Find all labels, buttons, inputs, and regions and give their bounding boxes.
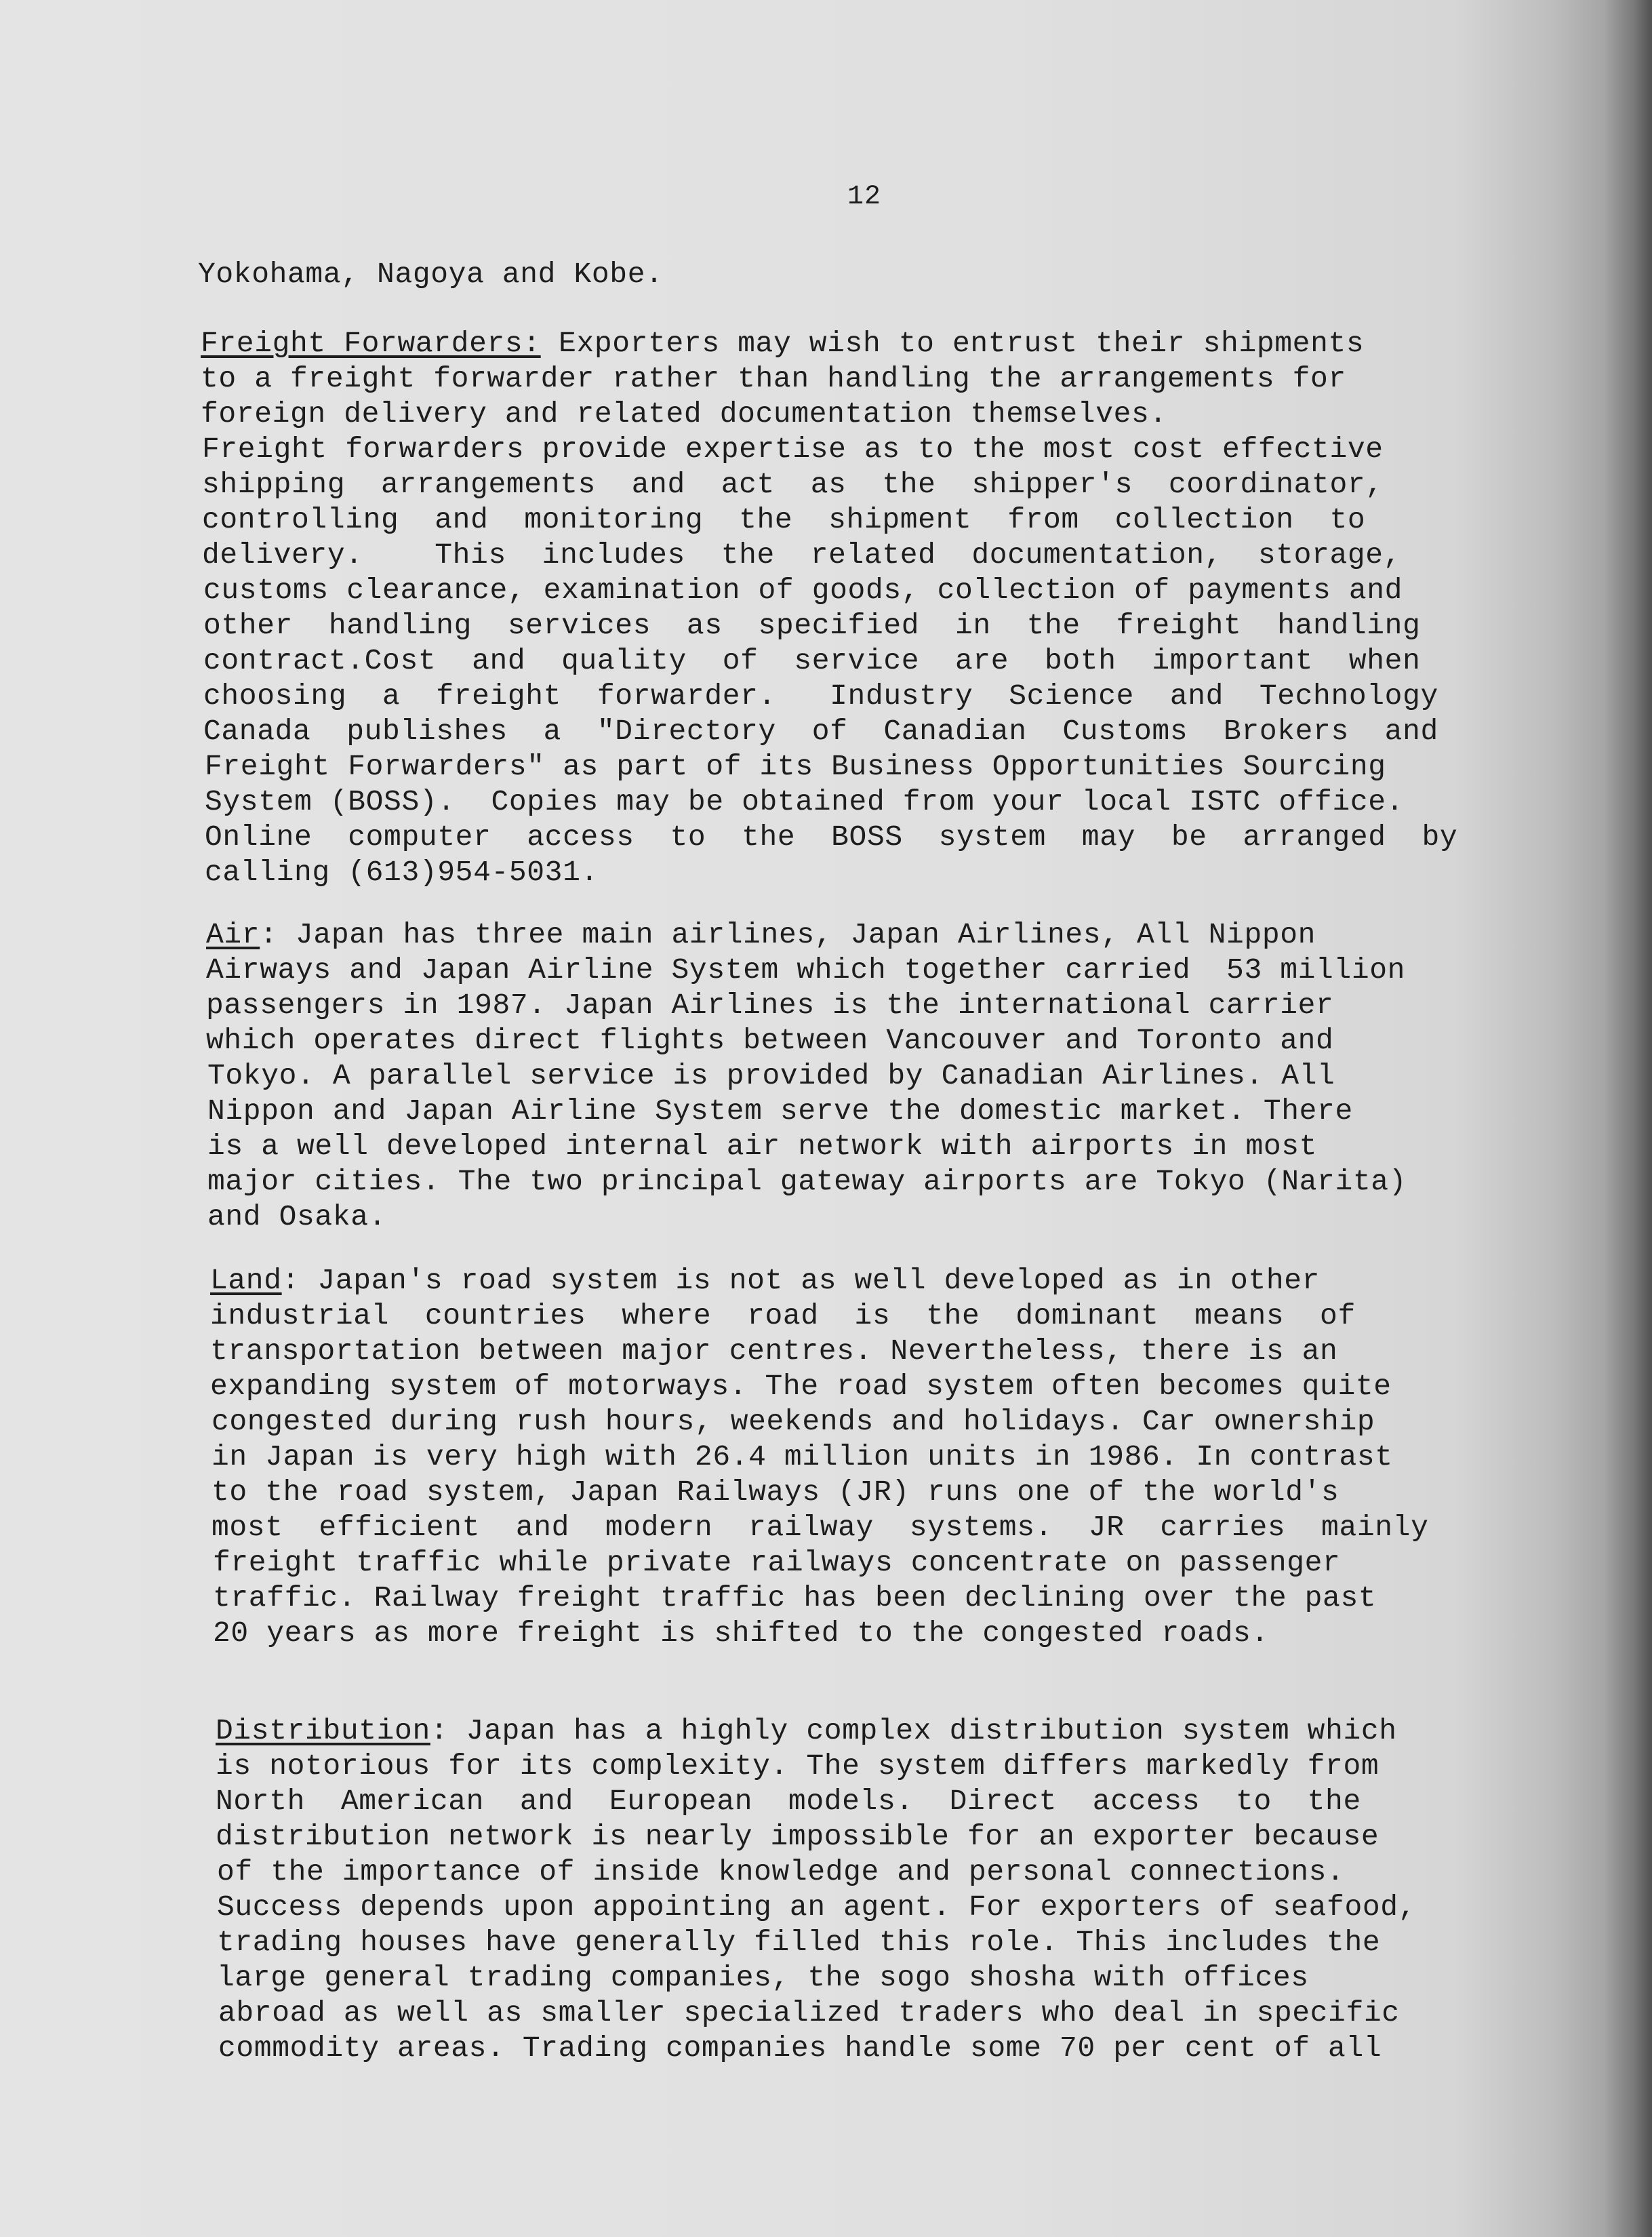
text-line: is notorious for its complexity. The system differs markedly from: [216, 1749, 1379, 1783]
text-line: calling (613)954-5031.: [205, 856, 599, 889]
text-line: passengers in 1987. Japan Airlines is the international carrier: [206, 989, 1334, 1022]
text-line: Distribution: Japan has a highly complex distribution system which: [216, 1714, 1397, 1747]
text-line: System (BOSS). Copies may be obtained from your local ISTC office.: [205, 785, 1405, 818]
text-line: Air: Japan has three main airlines, Japan Airlines, All Nippon: [206, 918, 1316, 951]
text-line: freight traffic while private railways concentrate on passenger: [213, 1546, 1341, 1579]
text-line: transportation between major centres. Nevertheless, there is an: [210, 1334, 1338, 1368]
text-line: Online computer access to the BOSS system may be arranged by: [205, 820, 1458, 854]
text-line: of the importance of inside knowledge and personal connections.: [217, 1855, 1345, 1888]
text-line: Nippon and Japan Airline System serve the domestic market. There: [207, 1094, 1353, 1128]
section-heading-land: Land: [210, 1264, 282, 1297]
text-line: North American and European models. Direct access to the: [216, 1785, 1361, 1818]
section-heading-distribution: Distribution: [216, 1714, 430, 1747]
text-line: Freight forwarders provide expertise as to the most cost effective: [202, 433, 1384, 466]
text-line: in Japan is very high with 26.4 million units in 1986. In contrast: [211, 1440, 1393, 1473]
text-line: which operates direct flights between Vancouver and Toronto and: [206, 1024, 1334, 1057]
text-line: trading houses have generally filled this role. This includes the: [217, 1926, 1381, 1959]
text-line: contract.Cost and quality of service are both important when: [203, 644, 1421, 677]
text-line: expanding system of motorways. The road system often becomes quite: [210, 1370, 1392, 1403]
text-line: large general trading companies, the sogo shosha with offices: [217, 1961, 1309, 1994]
text-line: congested during rush hours, weekends and holidays. Car ownership: [211, 1405, 1375, 1438]
text-line: shipping arrangements and act as the shipper's coordinator,: [202, 468, 1384, 501]
text-line: customs clearance, examination of goods, collection of payments and: [203, 574, 1403, 607]
text-line: Tokyo. A parallel service is provided by Canadian Airlines. All: [207, 1059, 1335, 1092]
text-line: delivery. This includes the related documentation, storage,: [202, 538, 1402, 572]
text-line: distribution network is nearly impossible for an exporter because: [216, 1820, 1379, 1853]
text-line: Canada publishes a "Directory of Canadian Customs Brokers and: [203, 715, 1438, 748]
text-line: traffic. Railway freight traffic has been declining over the past: [213, 1581, 1377, 1615]
section-heading-air: Air: [206, 918, 260, 951]
text-line: Success depends upon appointing an agent. For exporters of seafood,: [217, 1890, 1417, 1924]
page-number: 12: [847, 182, 882, 212]
text-line: and Osaka.: [207, 1200, 387, 1233]
text-line: to a freight forwarder rather than handling the arrangements for: [201, 362, 1346, 395]
text-line: 20 years as more freight is shifted to the congested roads.: [213, 1617, 1269, 1650]
text-line: abroad as well as smaller specialized traders who deal in specific: [218, 1996, 1400, 2030]
text-line: commodity areas. Trading companies handle some 70 per cent of all: [218, 2032, 1382, 2065]
text-line: Airways and Japan Airline System which together carried 53 million: [206, 953, 1406, 987]
text-line: most efficient and modern railway systems. JR carries mainly: [211, 1511, 1429, 1544]
text-line: to the road system, Japan Railways (JR) runs one of the world's: [211, 1476, 1339, 1509]
text-line: foreign delivery and related documentation themselves.: [201, 397, 1167, 431]
text-line: major cities. The two principal gateway airports are Tokyo (Narita): [207, 1165, 1407, 1198]
text-line: choosing a freight forwarder. Industry Science and Technology: [203, 679, 1438, 713]
text-line: industrial countries where road is the dominant means of: [210, 1299, 1356, 1332]
text-line: other handling services as specified in the freight handling: [203, 609, 1421, 642]
text-line: Yokohama, Nagoya and Kobe.: [198, 258, 664, 291]
text-line: Land: Japan's road system is not as well developed as in other: [210, 1264, 1321, 1297]
text-line: Freight Forwarders" as part of its Business Opportunities Sourcing: [205, 750, 1386, 783]
text-line: Freight Forwarders: Exporters may wish to entrust their shipments: [201, 327, 1365, 360]
section-heading-freight-forwarders: Freight Forwarders:: [201, 327, 541, 360]
text-line: controlling and monitoring the shipment from collection to: [202, 503, 1366, 536]
text-line: is a well developed internal air network with airports in most: [207, 1130, 1318, 1163]
